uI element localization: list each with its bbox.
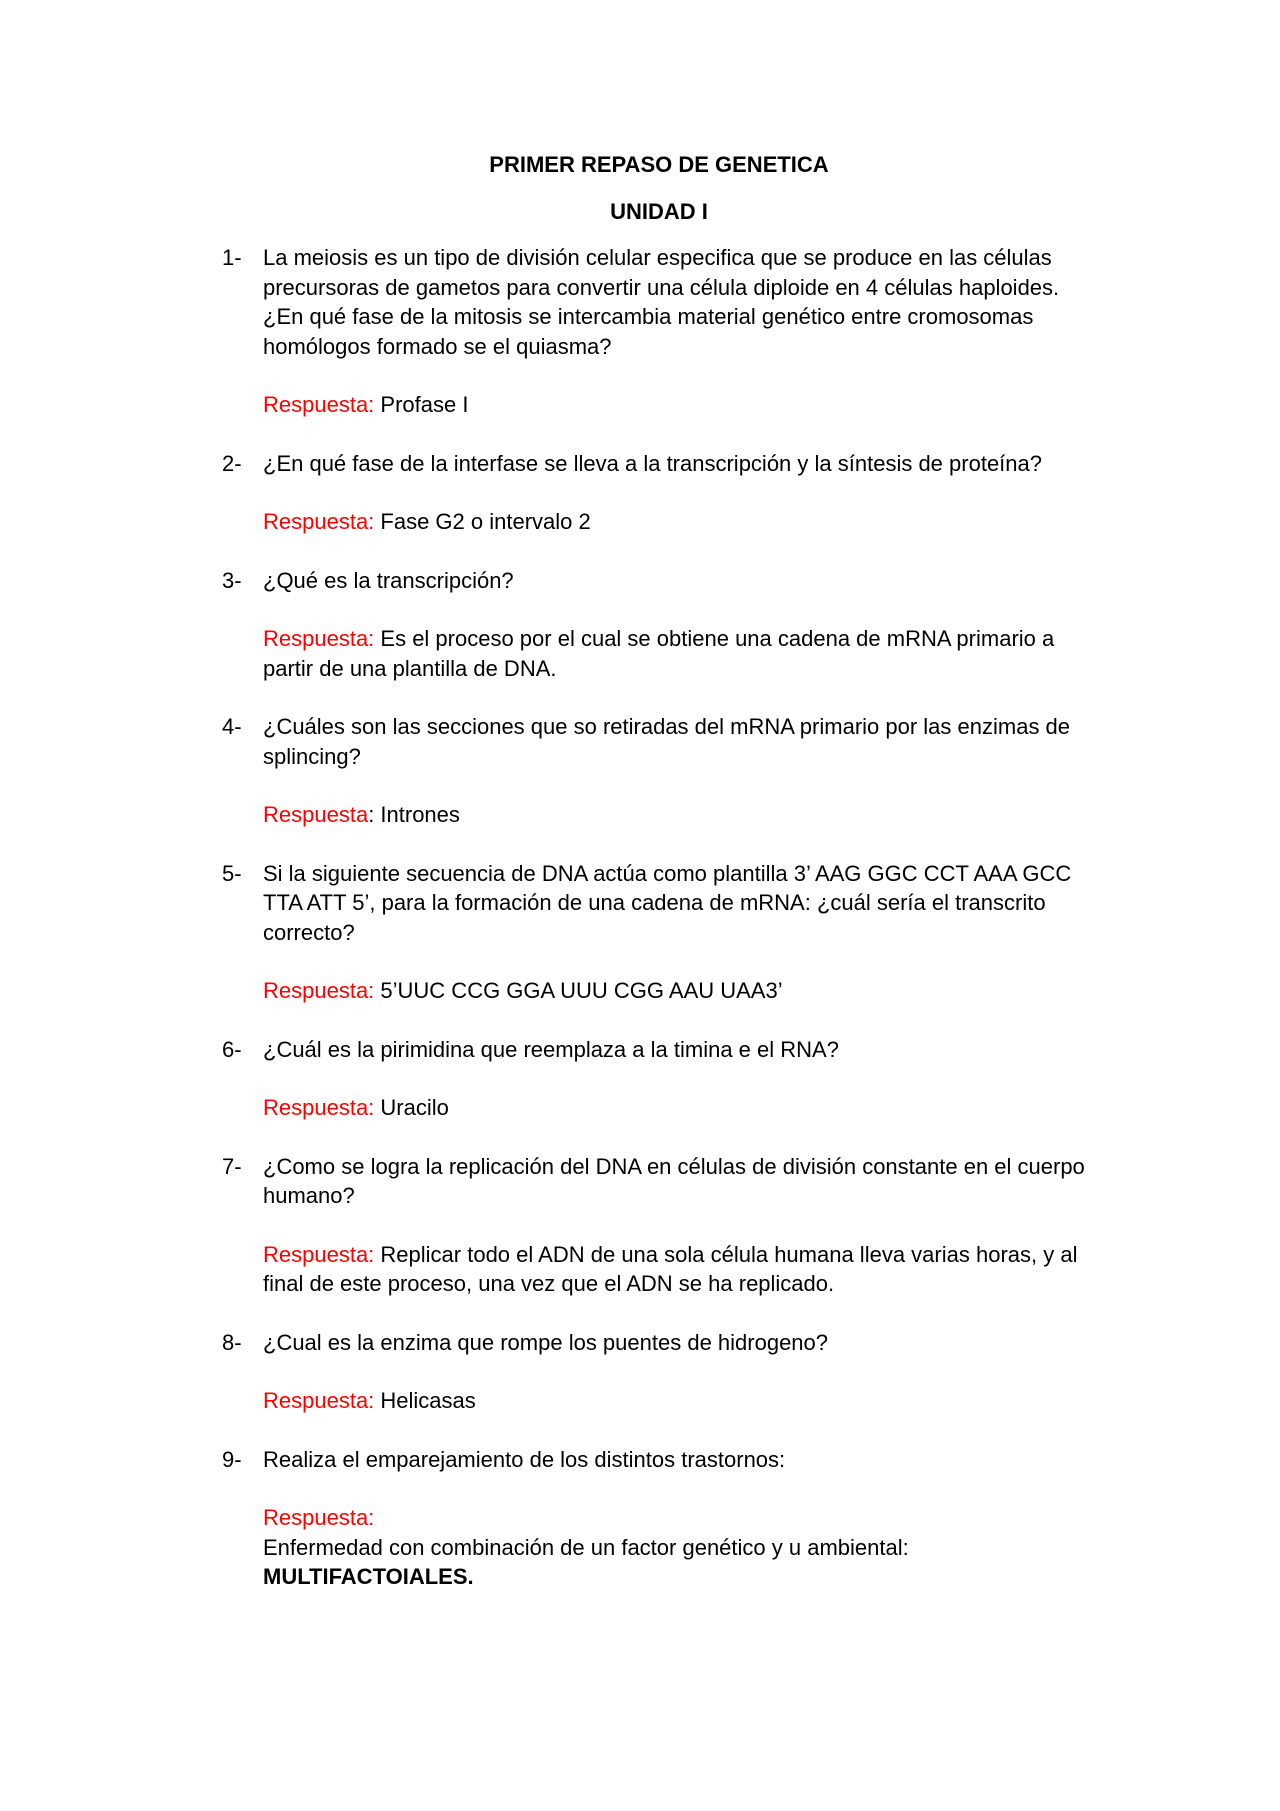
question-item-7 bbox=[222, 1152, 1102, 1299]
question-text: ¿Cuáles son las secciones que so retiradas del mRNA primario por las enzimas de splincing? bbox=[263, 714, 1071, 769]
question-number: 1- bbox=[222, 245, 242, 270]
answer bbox=[263, 507, 1102, 537]
answer-label: Respuesta: bbox=[263, 1388, 375, 1413]
answer-text: 5’UUC CCG GGA UUU CGG AAU UAA3’ bbox=[374, 978, 783, 1003]
answer-label: Respuesta: bbox=[263, 978, 375, 1003]
document-subtitle: UNIDAD I bbox=[610, 199, 708, 224]
question-text: La meiosis es un tipo de división celular especifica que se produce en las células precursoras de gametos para convertir una célula diploide en 4 células haploides. ¿En qué fase de la mitosis se intercambia material genético entre cromosomas homólogos formado se el quiasma? bbox=[263, 245, 1060, 359]
answer-text: Fase G2 o intervalo 2 bbox=[374, 509, 591, 534]
answer bbox=[263, 1240, 1102, 1299]
answer-text: : Intrones bbox=[368, 802, 460, 827]
answer bbox=[263, 624, 1102, 683]
answer bbox=[263, 976, 1102, 1006]
question-number: 9- bbox=[222, 1446, 242, 1472]
question-item-4 bbox=[222, 712, 1102, 830]
answer bbox=[263, 1503, 1102, 1592]
answer-label: Respuesta: bbox=[263, 1505, 375, 1530]
answer-text: Helicasas bbox=[374, 1388, 476, 1413]
question-number: 5- bbox=[222, 860, 242, 886]
answer bbox=[263, 390, 1102, 420]
answer-label: Respuesta: bbox=[263, 1095, 375, 1120]
answer-emphasis: MULTIFACTOIALES. bbox=[263, 1564, 474, 1589]
document-title: PRIMER REPASO DE GENETICA bbox=[489, 152, 829, 177]
question-item-3 bbox=[222, 566, 1102, 684]
question-text: ¿Cual es la enzima que rompe los puentes de hidrogeno? bbox=[263, 1329, 829, 1355]
question-item-5 bbox=[222, 859, 1102, 1006]
answer-text: Replicar todo el ADN de una sola célula humana lleva varias horas, y al final de este proceso, una vez que el ADN se ha replicado. bbox=[263, 1241, 1078, 1296]
question-number: 7- bbox=[222, 1153, 242, 1179]
question-item-1 bbox=[222, 243, 1102, 420]
answer-text: Es el proceso por el cual se obtiene una cadena de mRNA primario a partir de una plantilla de DNA. bbox=[263, 626, 1055, 681]
question-text: ¿En qué fase de la interfase se lleva a la transcripción y la síntesis de proteína? bbox=[263, 450, 1042, 476]
question-text: ¿Como se logra la replicación del DNA en células de división constante en el cuerpo humano? bbox=[263, 1153, 1085, 1208]
question-number: 2- bbox=[222, 450, 242, 476]
question-item-6 bbox=[222, 1035, 1102, 1123]
question-list bbox=[222, 243, 1102, 1621]
answer-label: Respuesta: bbox=[263, 392, 375, 417]
answer bbox=[263, 1093, 1102, 1123]
question-text: ¿Qué es la transcripción? bbox=[263, 567, 514, 593]
question-text: Si la siguiente secuencia de DNA actúa como plantilla 3’ AAG GGC CCT AAA GCC TTA ATT 5’, para la formación de una cadena de mRNA: ¿cuál sería el transcrito correcto? bbox=[263, 860, 1072, 945]
question-item-8 bbox=[222, 1328, 1102, 1416]
question-number: 4- bbox=[222, 714, 242, 739]
answer-detail: Enfermedad con combinación de un factor genético y u ambiental: bbox=[263, 1534, 909, 1560]
answer-label: Respuesta: bbox=[263, 1241, 375, 1267]
question-item-2 bbox=[222, 449, 1102, 537]
answer-label: Respuesta bbox=[263, 802, 369, 827]
answer-text: Profase I bbox=[374, 392, 469, 417]
answer-label: Respuesta: bbox=[263, 626, 375, 651]
answer bbox=[263, 800, 1102, 830]
question-text: ¿Cuál es la pirimidina que reemplaza a la timina e el RNA? bbox=[263, 1036, 839, 1062]
answer bbox=[263, 1386, 1102, 1416]
answer-label: Respuesta: bbox=[263, 509, 375, 534]
question-item-9 bbox=[222, 1445, 1102, 1592]
question-number: 8- bbox=[222, 1329, 242, 1355]
answer-text: Uracilo bbox=[374, 1095, 449, 1120]
question-number: 3- bbox=[222, 567, 242, 593]
question-number: 6- bbox=[222, 1036, 242, 1062]
question-text: Realiza el emparejamiento de los distintos trastornos: bbox=[263, 1446, 786, 1472]
